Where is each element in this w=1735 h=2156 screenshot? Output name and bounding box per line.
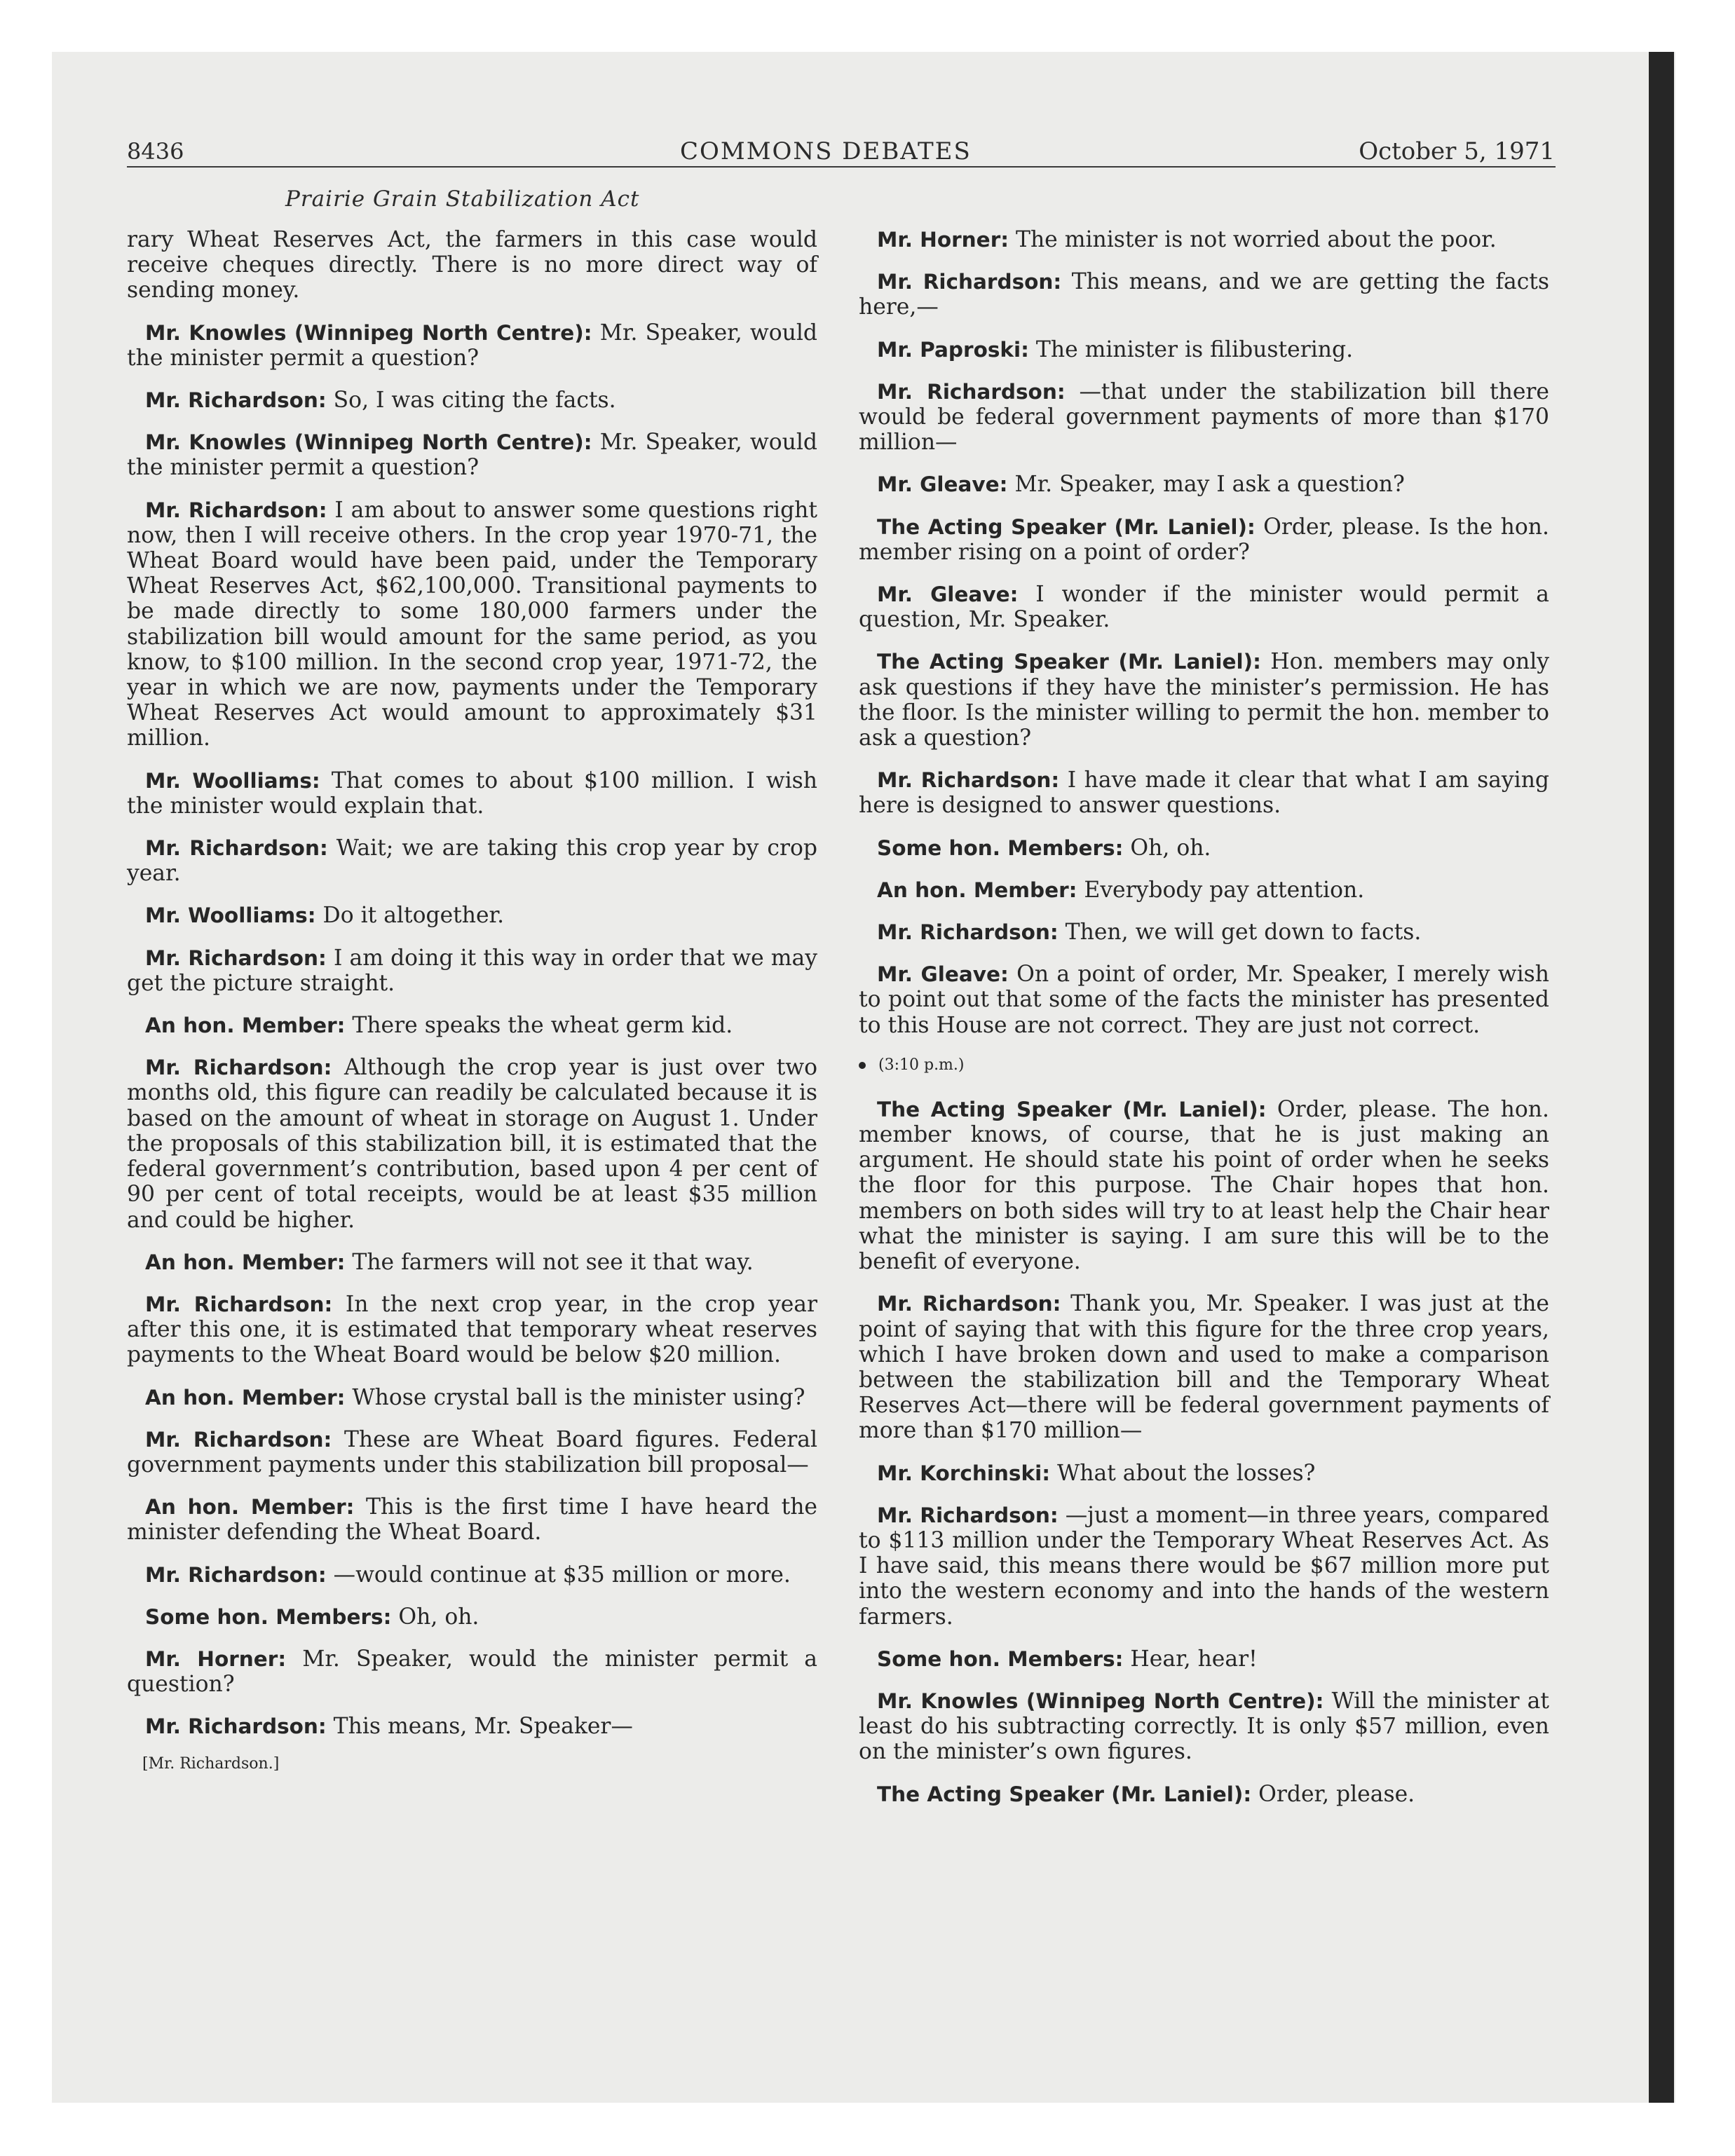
speech-text: I have made it clear that what I am saying here is designed to answer questions. [859,767,1549,819]
speaker-name: Mr. Richardson: [145,1292,333,1316]
speech-text: Mr. Speaker, may I ask a question? [1014,472,1405,498]
speech-text: —would continue at $35 million or more. [333,1562,791,1588]
speech-text: I am about to answer some questions right now, then I will receive others. In the crop year 1970-71, the Wheat Board would have been paid, under the Temporary Wheat Reserves Act, $62,100,000. Transitional payments to be made directly to some 180,000 farmers under the stabilization bill would amount for the same period, as you know, to $100 million. In the second crop year, 1971-72, the year in which we are now, payments under the Temporary Wheat Reserves Act would amount to approximately $31 million. [127,497,817,751]
debate-paragraph [859,227,1549,252]
speech-text: The minister is filibustering. [1035,336,1354,362]
debate-paragraph [127,1427,817,1478]
debate-paragraph [859,269,1549,320]
debate-paragraph [859,767,1549,818]
debate-paragraph [859,472,1549,497]
speech-text: That comes to about $100 million. I wish the minister would explain that. [127,767,817,819]
speaker-name: An hon. Member: [145,1014,346,1038]
speech-text: Wait; we are taking this crop year by crop year. [127,835,818,887]
speaker-name: Mr. Gleave: [877,472,1008,497]
debate-paragraph [127,946,817,996]
page-number: 8436 [127,138,184,165]
speaker-name: An hon. Member: [145,1385,346,1410]
speaker-name: Mr. Knowles (Winnipeg North Centre): [145,430,592,455]
debate-paragraph [859,649,1549,751]
debate-paragraph [127,768,817,819]
speech-text: Thank you, Mr. Speaker. I was just at the point of saying that with this figure for the three crop years, which I have broken down and used to make a comparison between the stabilization bill and the Temporary Wheat Reserves Act—there will be federal government payments of more than $170 million— [859,1291,1550,1444]
speech-text: In the next crop year, in the crop year after this one, it is estimated that temporary wheat reserves payments to the Wheat Board would be below $20 million. [127,1291,817,1368]
speaker-name: Mr. Richardson: [877,379,1066,404]
speaker-name: An hon. Member: [145,1495,355,1520]
speech-text: So, I was citing the facts. [333,388,616,414]
speech-text: I wonder if the minister would permit a question, Mr. Speaker. [859,582,1549,633]
debate-paragraph [127,1250,817,1275]
speaker-name: The Acting Speaker (Mr. Laniel): [877,1782,1252,1806]
debate-paragraph [127,835,817,886]
debate-paragraph [859,1097,1549,1274]
right-column-paragraphs-top [859,227,1549,1038]
publication-date: October 5, 1971 [1359,137,1555,165]
speaker-name: Mr. Gleave: [877,582,1019,607]
debate-paragraph [127,1292,817,1368]
speech-text: Hear, hear! [1130,1646,1258,1672]
debate-paragraph [859,514,1549,565]
debate-paragraph [127,1055,817,1232]
debate-paragraph [127,1714,817,1739]
debate-paragraph [859,582,1549,632]
speech-text: Then, we will get down to facts. [1065,920,1422,946]
speaker-name: Mr. Richardson: [145,388,327,413]
speech-text: I am doing it this way in order that we may get the picture straight. [127,945,818,996]
debate-paragraph [859,1782,1549,1807]
speaker-name: Mr. Woolliams: [145,903,316,928]
right-column-paragraphs-bottom [859,1097,1549,1807]
speaker-name: Mr. Knowles (Winnipeg North Centre): [145,320,592,345]
debate-paragraph [859,835,1549,861]
left-column [127,227,817,1775]
speech-text: There speaks the wheat germ kid. [352,1013,733,1039]
speech-text: On a point of order, Mr. Speaker, I merely wish to point out that some of the facts the minister has presented to this House are not correct. They are just not correct. [859,962,1550,1038]
speaker-name: Mr. Gleave: [877,962,1009,987]
speaker-name: Mr. Richardson: [145,1427,332,1452]
debate-paragraph [127,1385,817,1410]
speaker-name: Mr. Korchinski: [877,1461,1051,1485]
speaker-name: Mr. Paproski: [877,337,1029,362]
speaker-name: Mr. Richardson: [877,270,1062,294]
speaker-name: Mr. Horner: [145,1646,287,1671]
bullet-icon [859,1062,866,1069]
right-column [859,227,1549,1824]
time-stamp: (3:10 p.m.) [878,1056,965,1074]
speech-text: Everybody pay attention. [1084,877,1365,903]
debate-paragraph [127,1562,817,1588]
debate-paragraph [859,962,1549,1038]
debate-paragraph [127,430,817,480]
debate-paragraph [127,1013,817,1038]
debate-paragraph [859,379,1549,456]
speaker-name: Mr. Knowles (Winnipeg North Centre): [877,1688,1324,1713]
speech-text: Oh, oh. [398,1604,479,1630]
debate-paragraph [127,227,817,303]
debate-paragraph [127,320,817,371]
debate-paragraph [859,1503,1549,1630]
speaker-name: Mr. Richardson: [145,1714,327,1739]
speech-text: Mr. Speaker, would the minister permit a question? [127,320,817,371]
speaker-name: Some hon. Members: [145,1604,392,1629]
header-rule [127,166,1556,168]
speaker-name: Mr. Woolliams: [145,768,320,793]
speech-text: The minister is not worried about the poor. [1016,227,1497,252]
debate-paragraph [859,1461,1549,1486]
speaker-attribution: [Mr. Richardson.] [142,1754,280,1773]
left-column-paragraphs [127,227,817,1740]
debate-paragraph [127,498,817,751]
speech-text: —that under the stabilization bill there would be federal government payments of more than $170 million— [859,378,1550,456]
scan-edge-shadow [1649,52,1674,2103]
speaker-name: The Acting Speaker (Mr. Laniel): [877,514,1256,539]
speaker-name: Some hon. Members: [877,1646,1124,1671]
speaker-name: Mr. Richardson: [877,1292,1061,1316]
debate-paragraph [859,1291,1549,1443]
speech-text: —just a moment—in three years, compared to $113 million under the Temporary Wheat Reserves Act. As I have said, this means there would be $67 million more put into the western economy and into the hands of the western farmers. [859,1502,1549,1630]
debate-paragraph [127,1646,817,1697]
speech-text: Will the minister at least do his subtracting correctly. It is only $57 million, even on the minister’s own figures. [859,1688,1549,1765]
speaker-name: Mr. Richardson: [877,920,1059,945]
debate-paragraph [127,1494,817,1545]
speaker-name: Mr. Richardson: [145,1562,327,1587]
speech-text: Order, please. The hon. member knows, of course, that he is just making an argument. He should state his point of order when he seeks the floor for this purpose. The Chair hopes that hon. members on both sides will try to at least help the Chair hear what the minister is saying. I am sure this will be to the benefit of everyone. [859,1096,1549,1275]
speaker-name: Mr. Horner: [877,228,1009,252]
speaker-name: Some hon. Members: [877,835,1124,860]
speaker-name: An hon. Member: [877,878,1077,902]
running-subhead: Prairie Grain Stabilization Act [285,186,640,212]
speaker-name: Mr. Richardson: [145,836,328,861]
debate-paragraph [859,920,1549,945]
debate-paragraph [127,903,817,928]
time-marker [859,1055,1549,1076]
speaker-name: The Acting Speaker (Mr. Laniel): [877,650,1261,674]
debate-paragraph [127,1604,817,1630]
debate-paragraph [859,878,1549,903]
speaker-name: Mr. Richardson: [145,498,327,522]
debate-paragraph [859,1646,1549,1672]
speech-text: Hon. members may only ask questions if they have the minister’s permission. He has the floor. Is the minister willing to permit the hon. member to ask a question? [859,649,1549,751]
speaker-name: An hon. Member: [145,1250,346,1274]
speech-text: Oh, oh. [1130,835,1211,861]
speech-text: This is the first time I have heard the minister defending the Wheat Board. [127,1494,818,1546]
speech-text: This means, and we are getting the facts here,— [859,269,1550,320]
speech-text: Do it altogether. [322,903,505,929]
speaker-name: The Acting Speaker (Mr. Laniel): [877,1097,1267,1121]
speech-text: rary Wheat Reserves Act, the farmers in this case would receive cheques directly. There is no more direct way of sending money. [127,227,817,303]
debate-paragraph [127,388,817,413]
debate-paragraph [859,1688,1549,1765]
debate-paragraph [859,337,1549,362]
speech-text: What about the losses? [1057,1460,1316,1486]
speech-text: This means, Mr. Speaker— [333,1714,633,1740]
speaker-name: Mr. Richardson: [145,1056,332,1080]
speech-text: Whose crystal ball is the minister using? [352,1384,805,1410]
speech-text: Order, please. Is the hon. member rising on a point of order? [859,514,1549,565]
speaker-name: Mr. Richardson: [877,768,1060,793]
speech-text: Although the crop year is just over two months old, this figure can readily be calculated because it is based on the amount of wheat in storage on August 1. Under the proposals of this stabilization bill, it is estimated that the federal government’s contribution, based upon 4 per cent of 90 per cent of total receipts, would be at least $35 million and could be higher. [127,1055,817,1233]
publication-title: COMMONS DEBATES [680,137,972,165]
speech-text: The farmers will not see it that way. [352,1249,754,1275]
speech-text: Mr. Speaker, would the minister permit a question? [127,1646,817,1698]
speaker-name: Mr. Richardson: [145,946,327,970]
speech-text: Mr. Speaker, would the minister permit a question? [127,430,817,481]
speech-text: These are Wheat Board figures. Federal government payments under this stabilization bill proposal— [127,1426,818,1478]
speech-text: Order, please. [1258,1781,1415,1807]
speaker-name: Mr. Richardson: [877,1503,1059,1527]
